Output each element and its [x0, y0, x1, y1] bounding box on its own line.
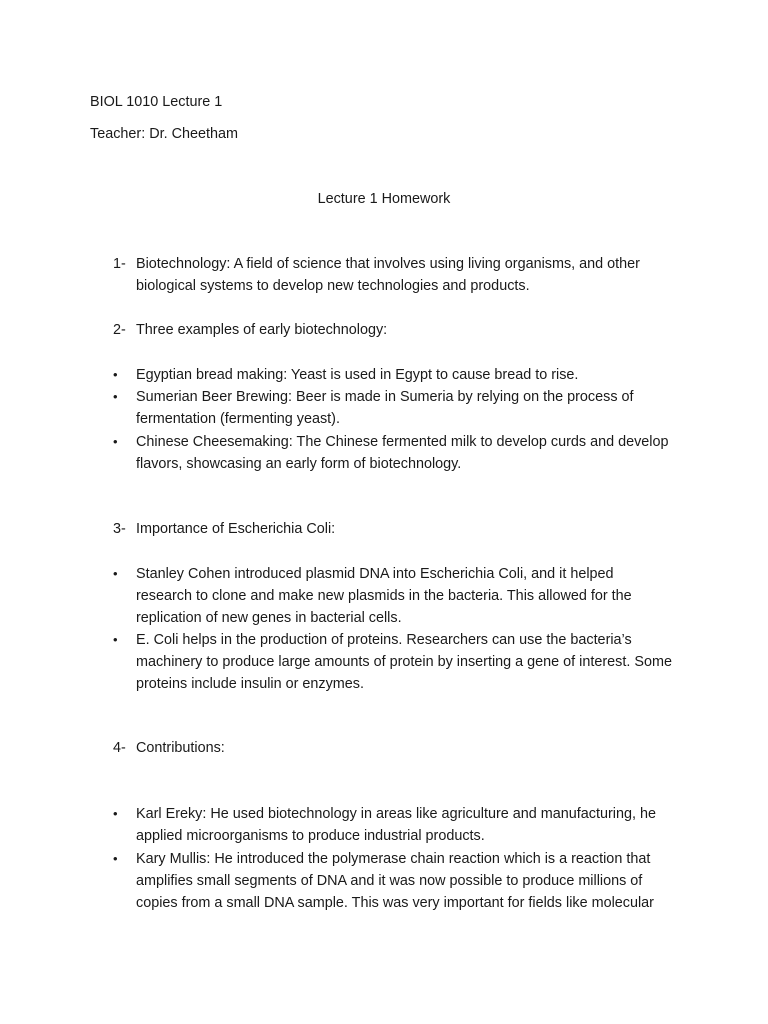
section-3-heading-line: Importance of Escherichia Coli:: [136, 521, 336, 537]
section-3-heading: [136, 518, 681, 540]
section-2-heading: [136, 319, 681, 341]
list-item-line: E. Coli helps in the production of proteins. Researchers can use the bacteria’s: [136, 632, 632, 648]
bullet-icon: •: [113, 632, 118, 647]
list-item: [136, 563, 681, 629]
page-title: Lecture 1 Homework: [317, 191, 451, 207]
list-item-line: replication of new genes in bacterial cells.: [136, 610, 402, 626]
section-4-heading-line: Contributions:: [136, 740, 225, 756]
list-item-line: applied microorganisms to produce industrial products.: [136, 828, 485, 844]
list-item-line: Chinese Cheesemaking: The Chinese fermented milk to develop curds and develop: [136, 434, 669, 450]
list-item: [136, 803, 681, 847]
list-item-line: fermentation (fermenting yeast).: [136, 411, 340, 427]
list-item-line: flavors, showcasing an early form of biotechnology.: [136, 456, 462, 472]
list-item: [136, 386, 681, 430]
list-item: [136, 848, 681, 914]
section-1-heading-line: Biotechnology: A field of science that involves using living organisms, and other: [136, 256, 640, 272]
list-item: [136, 431, 681, 475]
section-4-heading: [136, 737, 681, 759]
list-item-line: Kary Mullis: He introduced the polymerase chain reaction which is a reaction that: [136, 851, 651, 867]
section-2-heading-line: Three examples of early biotechnology:: [136, 322, 388, 338]
list-item-line: Karl Ereky: He used biotechnology in areas like agriculture and manufacturing, he: [136, 806, 656, 822]
list-item-line: Egyptian bread making: Yeast is used in Egypt to cause bread to rise.: [136, 367, 579, 383]
section-1-heading: [136, 253, 681, 297]
list-item: [136, 629, 681, 695]
list-item-line: research to clone and make new plasmids in the bacteria. This allowed for the: [136, 588, 632, 604]
bullet-icon: •: [113, 566, 118, 581]
list-item-line: machinery to produce large amounts of protein by inserting a gene of interest. Some: [136, 654, 672, 670]
bullet-icon: •: [113, 389, 118, 404]
section-1-heading-line: biological systems to develop new technologies and products.: [136, 278, 530, 294]
list-item-line: amplifies small segments of DNA and it was now possible to produce millions of: [136, 873, 643, 889]
list-item-line: proteins include insulin or enzymes.: [136, 676, 364, 692]
teacher-header: Teacher: Dr. Cheetham: [90, 126, 238, 142]
list-item-line: Sumerian Beer Brewing: Beer is made in Sumeria by relying on the process of: [136, 389, 634, 405]
section-1-number: 1-: [113, 256, 126, 272]
course-header: BIOL 1010 Lecture 1: [90, 94, 223, 110]
bullet-icon: •: [113, 367, 118, 382]
list-item-line: copies from a small DNA sample. This was very important for fields like molecular: [136, 895, 654, 911]
section-4-number: 4-: [113, 740, 126, 756]
bullet-icon: •: [113, 434, 118, 449]
section-2-number: 2-: [113, 322, 126, 338]
list-item-line: Stanley Cohen introduced plasmid DNA into Escherichia Coli, and it helped: [136, 566, 614, 582]
list-item: [136, 364, 681, 386]
bullet-icon: •: [113, 806, 118, 821]
section-3-number: 3-: [113, 521, 126, 537]
bullet-icon: •: [113, 851, 118, 866]
